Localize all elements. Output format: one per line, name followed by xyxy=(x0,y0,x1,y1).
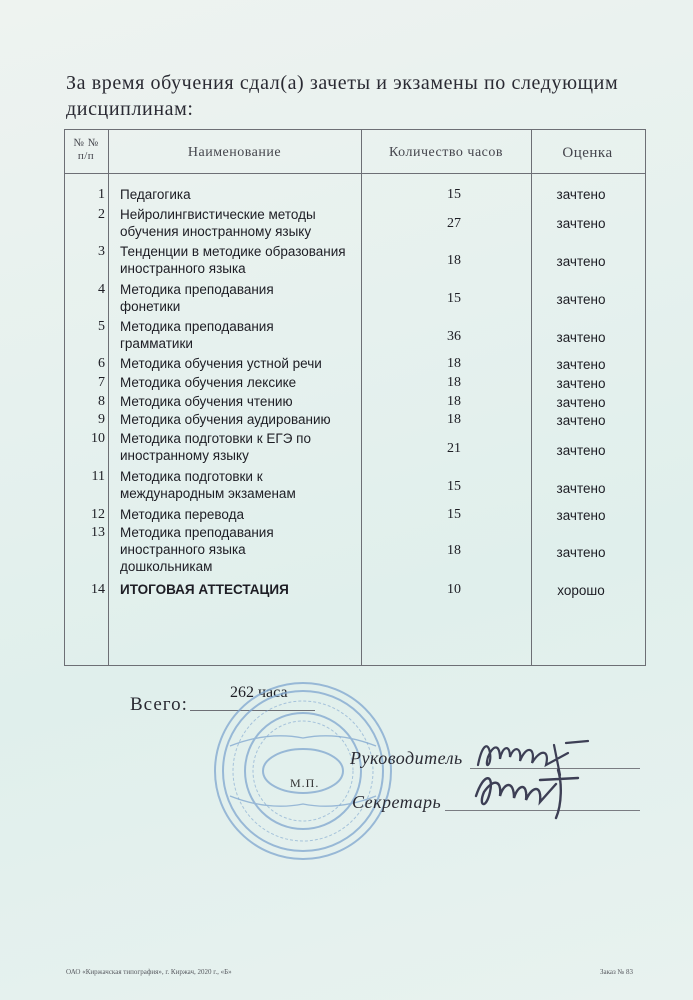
row-grade: зачтено xyxy=(556,292,606,307)
row-hours: 15 xyxy=(447,479,461,494)
row-hours: 36 xyxy=(447,329,461,344)
row-number: 12 xyxy=(91,507,105,522)
row-hours: 15 xyxy=(447,187,461,202)
row-hours: 15 xyxy=(447,291,461,306)
seal-stamp xyxy=(208,676,398,866)
secretary-signature-icon xyxy=(470,762,590,822)
row-hours: 18 xyxy=(447,253,461,268)
secretary-label: Секретарь xyxy=(352,792,442,812)
total-value: 262 часа xyxy=(230,684,288,701)
row-number: 5 xyxy=(98,319,105,334)
row-number: 4 xyxy=(98,282,105,297)
header-hours: Количество часов xyxy=(389,145,503,160)
row-hours: 18 xyxy=(447,394,461,409)
row-hours: 18 xyxy=(447,543,461,558)
row-number: 14 xyxy=(91,582,105,597)
total-label: Всего: xyxy=(130,694,188,715)
row-hours: 18 xyxy=(447,356,461,371)
row-hours: 10 xyxy=(447,582,461,597)
row-number: 10 xyxy=(91,431,105,446)
row-number: 1 xyxy=(98,187,105,202)
row-number: 2 xyxy=(98,207,105,222)
row-discipline: Методика преподавания грамматики xyxy=(120,319,274,351)
row-grade: зачтено xyxy=(556,254,606,269)
header-name: Наименование xyxy=(187,145,282,160)
row-hours: 15 xyxy=(447,507,461,522)
header-number-bottom: п/п xyxy=(77,150,95,162)
row-discipline: Педагогика xyxy=(120,187,191,202)
row-discipline: Методика преподавания фонетики xyxy=(120,282,274,314)
row-discipline: Методика обучения аудированию xyxy=(120,412,331,427)
footer-order: Заказ № 83 xyxy=(600,968,633,976)
row-discipline: Тенденции в методике образования иностранного языка xyxy=(120,244,346,276)
row-discipline: Методика подготовки к международным экзаменам xyxy=(120,469,296,501)
table-header-divider xyxy=(64,173,645,174)
header-grade: Оценка xyxy=(562,145,613,161)
row-discipline: Методика обучения устной речи xyxy=(120,356,322,371)
page-heading: За время обучения сдал(а) зачеты и экзамены по следующим дисциплинам: xyxy=(66,72,619,120)
row-number: 13 xyxy=(91,525,105,540)
row-grade: зачтено xyxy=(556,376,606,391)
row-hours: 21 xyxy=(447,441,461,456)
row-discipline: Нейролингвистические методы обучения иностранному языку xyxy=(120,207,316,239)
row-discipline: ИТОГОВАЯ АТТЕСТАЦИЯ xyxy=(120,582,289,597)
header-number-top: № № xyxy=(73,137,99,149)
row-grade: зачтено xyxy=(556,330,606,345)
row-number: 6 xyxy=(98,356,105,371)
table-divider xyxy=(531,129,532,665)
row-hours: 18 xyxy=(447,375,461,390)
row-discipline: Методика преподавания иностранного языка дошкольникам xyxy=(120,525,274,574)
row-grade: зачтено xyxy=(556,545,606,560)
table-divider xyxy=(108,129,109,665)
row-number: 11 xyxy=(91,469,105,484)
footer-printer: ОАО «Киржачская типография», г. Киржач, 2020 г., «Б» xyxy=(66,968,232,976)
row-number: 8 xyxy=(98,394,105,409)
row-discipline: Методика подготовки к ЕГЭ по иностранному языку xyxy=(120,431,311,463)
row-discipline: Методика обучения чтению xyxy=(120,394,293,409)
row-grade: хорошо xyxy=(557,583,605,598)
row-grade: зачтено xyxy=(556,443,606,458)
row-grade: зачтено xyxy=(556,216,606,231)
row-grade: зачтено xyxy=(556,508,606,523)
row-grade: зачтено xyxy=(556,357,606,372)
row-grade: зачтено xyxy=(556,481,606,496)
row-number: 7 xyxy=(98,375,105,390)
row-grade: зачтено xyxy=(556,395,606,410)
seal-place-label: М.П. xyxy=(290,776,320,790)
director-label: Руководитель xyxy=(350,748,463,768)
row-discipline: Методика обучения лексике xyxy=(120,375,297,390)
row-discipline: Методика перевода xyxy=(120,507,245,522)
row-hours: 18 xyxy=(447,412,461,427)
row-grade: зачтено xyxy=(556,413,606,428)
row-number: 3 xyxy=(98,244,105,259)
row-number: 9 xyxy=(98,412,105,427)
row-grade: зачтено xyxy=(556,187,606,202)
row-hours: 27 xyxy=(447,216,461,231)
header-number xyxy=(64,137,108,163)
